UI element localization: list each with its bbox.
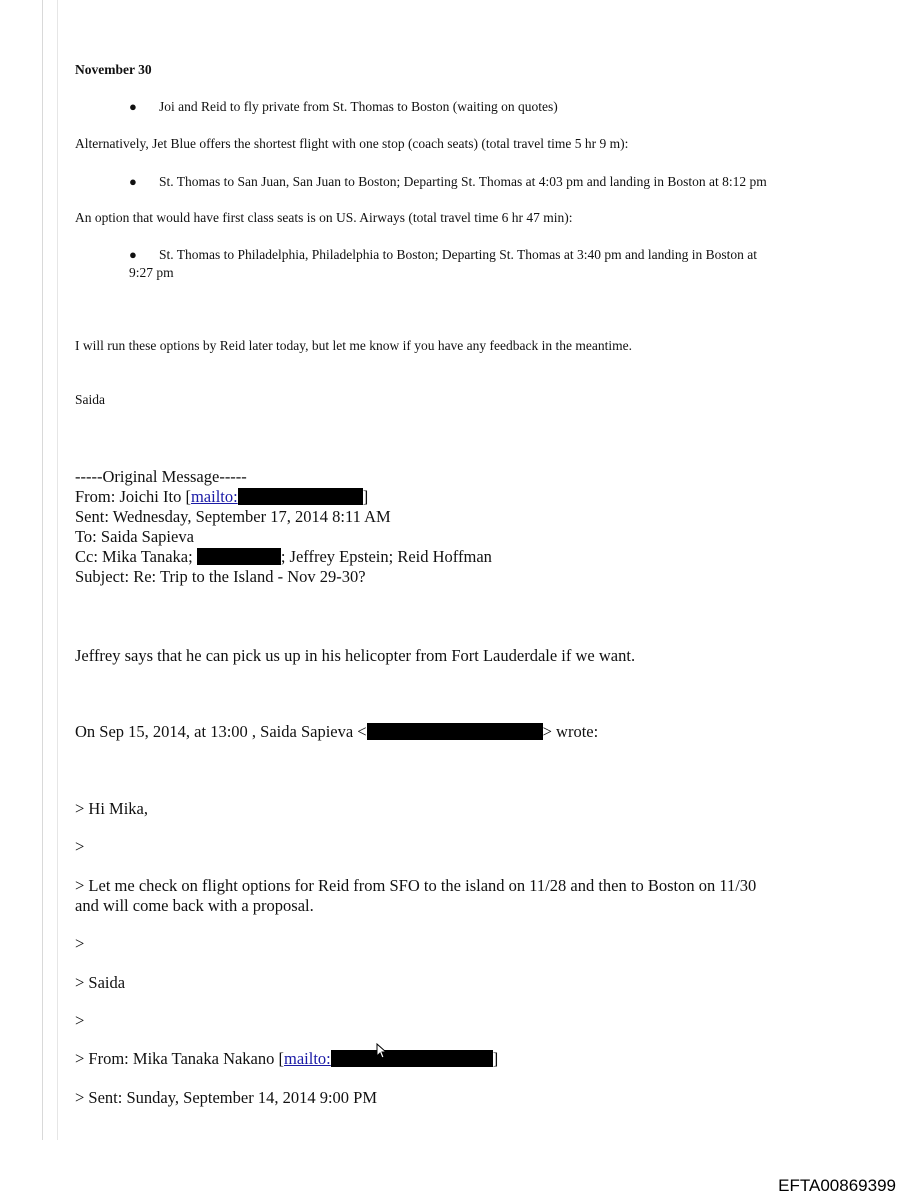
cc-label: Cc: Mika Tanaka; <box>75 547 197 566</box>
quoted-flight-check-line1: > Let me check on flight options for Reid from SFO to the island on 11/28 and then to Boston on 11/30 <box>75 876 757 895</box>
redaction-block <box>331 1050 493 1067</box>
document-id: EFTA00869399 <box>778 1176 896 1195</box>
helicopter-message: Jeffrey says that he can pick us up in his helicopter from Fort Lauderdale if we want. <box>75 646 636 665</box>
quoted-signoff: > Saida <box>75 973 126 992</box>
from-close-bracket: ] <box>362 487 369 506</box>
sent-line: Sent: Wednesday, September 17, 2014 8:11 AM <box>75 507 391 526</box>
mailto-link[interactable]: mailto: <box>284 1049 331 1068</box>
bullet-usairways-route-line1: St. Thomas to Philadelphia, Philadelphia to Boston; Departing St. Thomas at 3:40 pm and landing in Boston at <box>159 247 757 262</box>
left-margin-rule <box>42 0 43 1140</box>
bullet-jetblue-route: St. Thomas to San Juan, San Juan to Boston; Departing St. Thomas at 4:03 pm and landing in Boston at 8:12 pm <box>159 174 767 189</box>
bullet-icon: ● <box>129 99 137 114</box>
cc-rest: ; Jeffrey Epstein; Reid Hoffman <box>280 547 492 566</box>
quoted-sent-line: > Sent: Sunday, September 14, 2014 9:00 PM <box>75 1088 378 1107</box>
cc-line <box>75 547 492 567</box>
original-message-divider: -----Original Message----- <box>75 467 247 486</box>
from-line <box>75 487 368 507</box>
quoted-from-line <box>75 1049 498 1069</box>
date-heading: November 30 <box>75 62 152 77</box>
bullet-icon: ● <box>129 247 137 262</box>
mailto-link[interactable]: mailto: <box>190 487 238 506</box>
wrote-suffix: > wrote: <box>542 722 599 741</box>
redaction-block <box>238 488 363 505</box>
quoted-from-label: > From: Mika Tanaka Nakano [ <box>75 1049 285 1068</box>
quoted-blank-line: > <box>75 837 85 856</box>
quoted-from-close-bracket: ] <box>492 1049 499 1068</box>
quoted-blank-line: > <box>75 1011 85 1030</box>
left-margin-rule-inner <box>57 0 58 1140</box>
subject-line: Subject: Re: Trip to the Island - Nov 29-30? <box>75 567 366 586</box>
quoted-flight-check-line2: and will come back with a proposal. <box>75 896 314 915</box>
bullet-usairways-route-line2: 9:27 pm <box>129 265 174 280</box>
wrote-line <box>75 722 598 742</box>
signoff-name: Saida <box>75 392 105 407</box>
mouse-pointer-icon <box>376 1043 386 1059</box>
wrote-prefix: On Sep 15, 2014, at 13:00 , Saida Sapieva < <box>75 722 367 741</box>
bullet-icon: ● <box>129 174 137 189</box>
from-label: From: Joichi Ito [ <box>75 487 191 506</box>
quoted-blank-line: > <box>75 934 85 953</box>
redaction-block <box>197 548 281 565</box>
run-options-text: I will run these options by Reid later today, but let me know if you have any feedback in the meantime. <box>75 338 632 353</box>
jetblue-alternative: Alternatively, Jet Blue offers the shortest flight with one stop (coach seats) (total travel time 5 hr 9 m): <box>75 136 629 151</box>
usairways-option: An option that would have first class seats is on US. Airways (total travel time 6 hr 47 min): <box>75 210 573 225</box>
quoted-greeting: > Hi Mika, <box>75 799 149 818</box>
redaction-block <box>367 723 543 740</box>
to-line: To: Saida Sapieva <box>75 527 194 546</box>
bullet-private-flight: Joi and Reid to fly private from St. Thomas to Boston (waiting on quotes) <box>159 99 558 114</box>
